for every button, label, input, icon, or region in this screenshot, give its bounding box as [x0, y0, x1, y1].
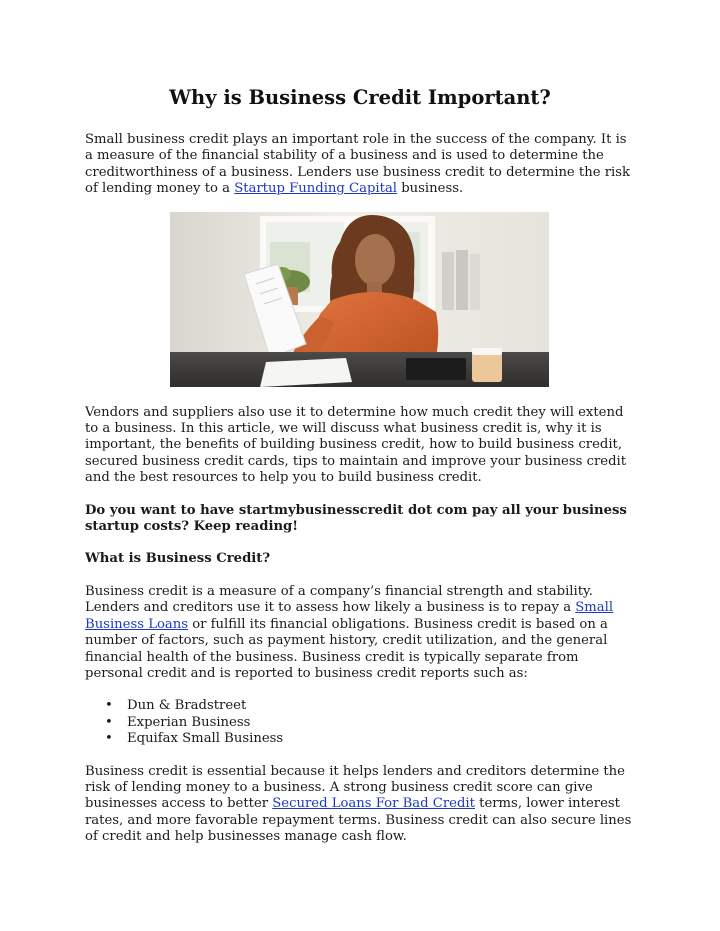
list-item: [105, 698, 635, 714]
section-heading: What is Business Credit?: [85, 551, 271, 567]
list-item-text: Dun & Bradstreet: [127, 698, 247, 714]
intro-text-after: business.: [397, 181, 464, 197]
bullet-icon: •: [105, 731, 113, 747]
list-item: [105, 731, 635, 747]
bold-question: Do you want to have startmybusinesscredit dot com pay all your business startup costs? Keep reading!: [85, 502, 627, 535]
intro-paragraph: [85, 132, 635, 198]
woman-reading-document-photo: [170, 212, 549, 387]
paragraph-4: [85, 764, 635, 846]
intro-text-before: Small business credit plays an important role in the success of the company. It is a measure of the financial stability of a business and is used to determine the creditworthiness of a business. Lenders use business credit to determine the risk of lending money to a: [85, 132, 631, 197]
document-page: [85, 84, 635, 846]
paragraph-3: [85, 584, 635, 682]
paragraph-2: Vendors and suppliers also use it to determine how much credit they will extend to a business. In this article, we will discuss what business credit is, why it is important, the benefits of building business credit, how to build business credit, secured business credit cards, tips to maintain and improve your business credit and the best resources to help you to build business credit.: [85, 404, 627, 486]
paragraph-4-text-before: Business credit is essential because it helps lenders and creditors determine the risk of lending money to a business. A strong business credit score can give businesses access to better: [85, 763, 625, 812]
credit-bureau-list: [85, 698, 635, 747]
list-item-text: Equifax Small Business: [127, 731, 284, 747]
list-item-text: Experian Business: [127, 714, 251, 730]
secured-loans-bad-credit-link[interactable]: Secured Loans For Bad Credit: [272, 796, 475, 812]
bullet-icon: •: [105, 714, 113, 730]
paragraph-4-text-after: terms, lower interest rates, and more favorable repayment terms. Business credit can also secure lines of credit and help businesses manage cash flow.: [85, 796, 632, 845]
page-title: Why is Business Credit Important?: [169, 86, 551, 109]
startup-funding-capital-link[interactable]: Startup Funding Capital: [234, 181, 398, 197]
paragraph-3-text-before: Business credit is a measure of a company’s financial strength and stability. Lenders and creditors use it to assess how likely a business is to repay a: [85, 583, 593, 616]
paragraph-3-text-after: or fulfill its financial obligations. Business credit is based on a number of factors, such as payment history, credit utilization, and the general financial health of the business. Business credit is typically separate from personal credit and is reported to business credit reports such as:: [85, 616, 608, 681]
small-business-loans-link[interactable]: Small Business Loans: [85, 600, 614, 632]
list-item: [105, 714, 635, 731]
bullet-icon: •: [105, 698, 113, 714]
